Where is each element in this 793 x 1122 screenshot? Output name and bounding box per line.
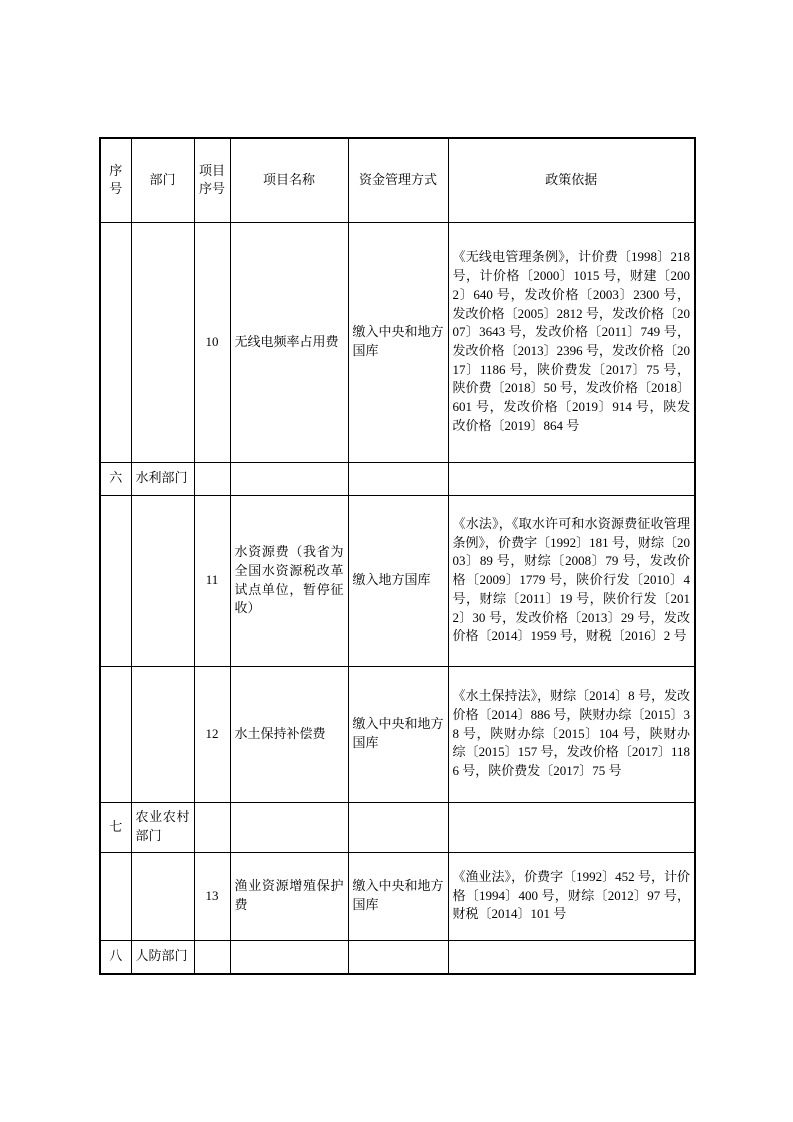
table-row	[100, 852, 695, 940]
cell-dept: 水利部门	[131, 462, 194, 495]
table-row	[100, 222, 695, 462]
cell-fund-method	[348, 940, 448, 974]
table-row	[100, 462, 695, 495]
table-row	[100, 495, 695, 666]
cell-item-no: 11	[194, 495, 230, 666]
cell-item-name	[230, 462, 348, 495]
header-name: 项目名称	[230, 138, 348, 222]
header-policy: 政策依据	[448, 138, 695, 222]
header-item-no: 项目序号	[194, 138, 230, 222]
cell-seq: 七	[100, 802, 131, 852]
cell-dept: 人防部门	[131, 940, 194, 974]
header-seq: 序号	[100, 138, 131, 222]
cell-dept	[131, 495, 194, 666]
cell-dept	[131, 666, 194, 802]
cell-item-no: 12	[194, 666, 230, 802]
cell-item-name	[230, 940, 348, 974]
cell-item-name	[230, 802, 348, 852]
cell-policy-basis: 《无线电管理条例》，计价费〔1998〕218 号，计价格〔2000〕1015 号，财建〔2002〕640 号，发改价格〔2003〕2300 号，发改价格〔2005〕2812 号，发改价格〔2007〕3643 号，发改价格〔2011〕749 号，发改价格〔2013〕2396 号，发改价格〔2017〕1186 号，陕价费发〔2017〕75 号，陕价费〔2018〕50 号，发改价格〔2018〕601 号，发改价格〔2019〕914 号，陕发改价格〔2019〕864 号	[448, 222, 695, 462]
fee-items-table	[99, 137, 696, 975]
cell-seq	[100, 852, 131, 940]
cell-policy-basis: 《水法》，《取水许可和水资源费征收管理条例》，价费字〔1992〕181 号，财综〔2003〕89 号，财综〔2008〕79 号，发改价格〔2009〕1779 号，陕价行发〔2010〕4 号，财综〔2011〕19 号，陕价行发〔2012〕30 号，发改价格〔2013〕29 号，发改价格〔2014〕1959 号，财税〔2016〕2 号	[448, 495, 695, 666]
cell-seq: 六	[100, 462, 131, 495]
cell-item-no	[194, 940, 230, 974]
table-row	[100, 802, 695, 852]
cell-policy-basis: 《渔业法》，价费字〔1992〕452 号，计价格〔1994〕400 号，财综〔2012〕97 号，财税〔2014〕101 号	[448, 852, 695, 940]
cell-dept	[131, 222, 194, 462]
header-dept: 部门	[131, 138, 194, 222]
cell-dept	[131, 852, 194, 940]
cell-policy-basis	[448, 462, 695, 495]
cell-fund-method: 缴入中央和地方国库	[348, 852, 448, 940]
cell-item-no	[194, 802, 230, 852]
cell-seq: 八	[100, 940, 131, 974]
cell-item-no: 10	[194, 222, 230, 462]
cell-item-name: 渔业资源增殖保护费	[230, 852, 348, 940]
cell-item-name: 水资源费（我省为全国水资源税改革试点单位，暂停征收）	[230, 495, 348, 666]
cell-item-no: 13	[194, 852, 230, 940]
cell-policy-basis: 《水土保持法》，财综〔2014〕8 号，发改价格〔2014〕886 号，陕财办综〔2015〕38 号，陕财办综〔2015〕104 号，陕财办综〔2015〕157 号，发改价格〔2017〕1186 号，陕价费发〔2017〕75 号	[448, 666, 695, 802]
cell-dept: 农业农村部门	[131, 802, 194, 852]
cell-item-no	[194, 462, 230, 495]
cell-seq	[100, 495, 131, 666]
table-row	[100, 940, 695, 974]
cell-fund-method: 缴入中央和地方国库	[348, 222, 448, 462]
cell-fund-method: 缴入地方国库	[348, 495, 448, 666]
cell-item-name: 无线电频率占用费	[230, 222, 348, 462]
cell-policy-basis	[448, 802, 695, 852]
cell-item-name: 水土保持补偿费	[230, 666, 348, 802]
cell-fund-method	[348, 462, 448, 495]
cell-fund-method: 缴入中央和地方国库	[348, 666, 448, 802]
cell-seq	[100, 222, 131, 462]
cell-seq	[100, 666, 131, 802]
header-fund: 资金管理方式	[348, 138, 448, 222]
table-row	[100, 666, 695, 802]
cell-policy-basis	[448, 940, 695, 974]
cell-fund-method	[348, 802, 448, 852]
table-header-row	[100, 138, 695, 222]
